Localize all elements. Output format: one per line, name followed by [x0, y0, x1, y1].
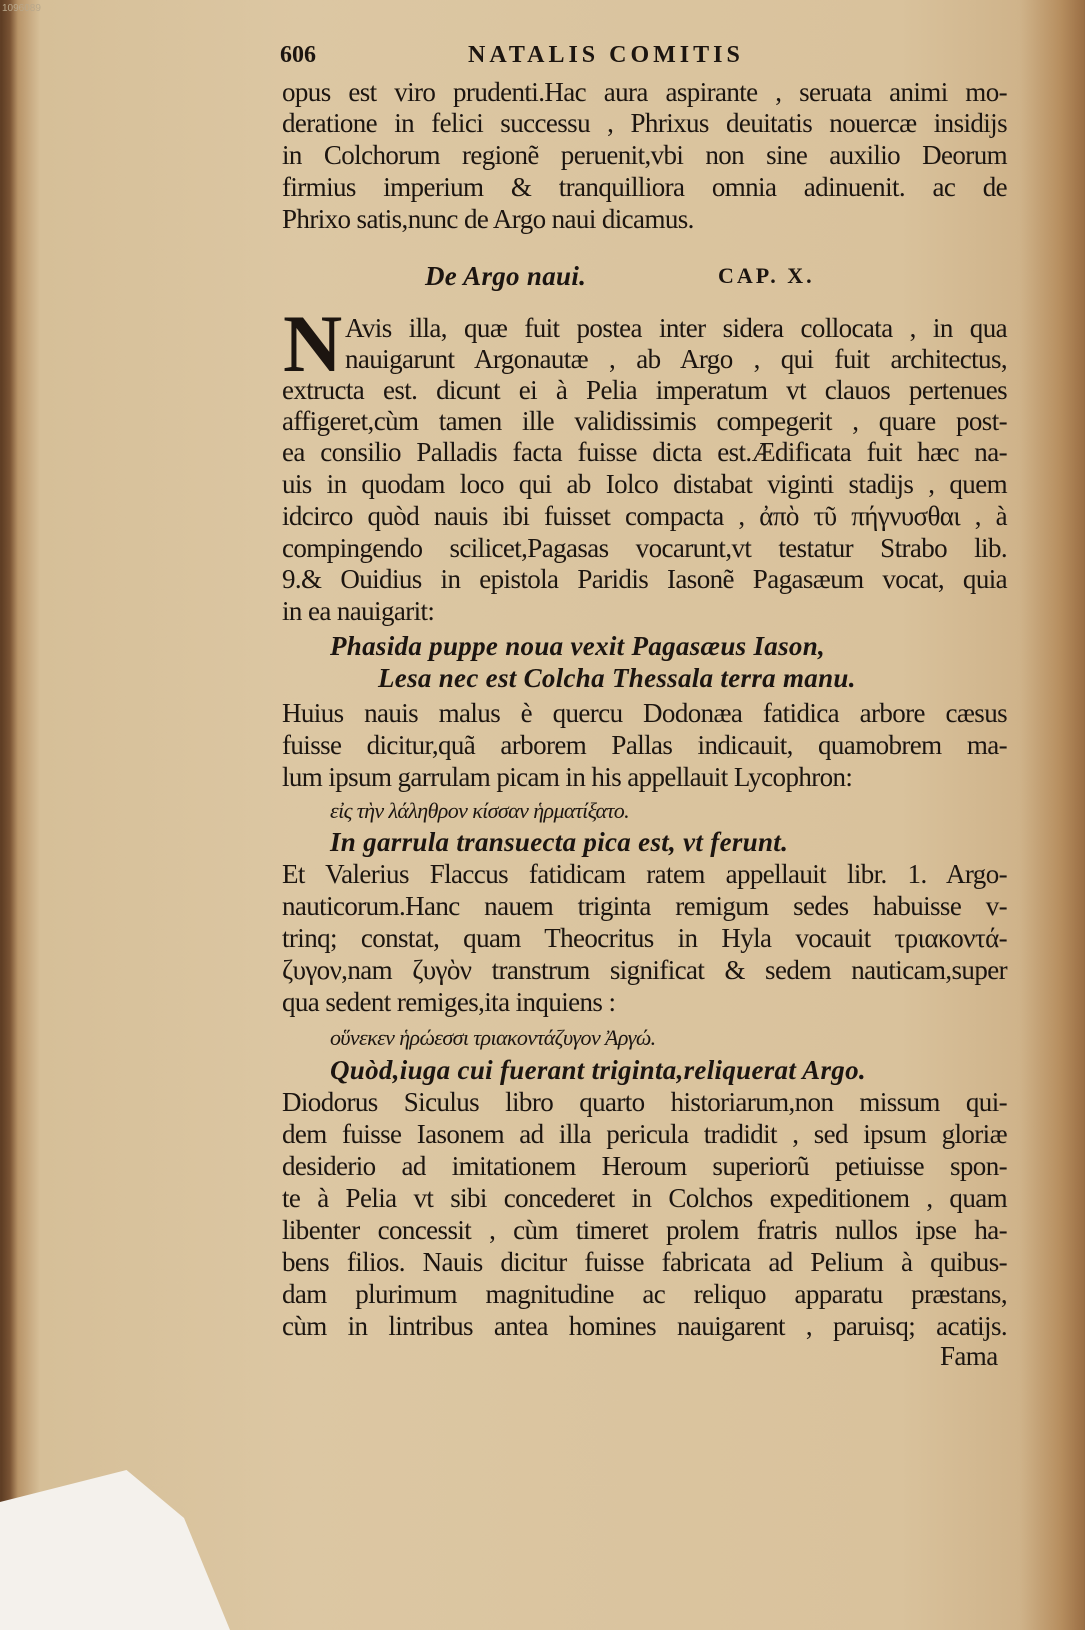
drop-cap: N [283, 298, 343, 389]
latin-translation: Quòd,iuga cui fuerant triginta,reliquerat Argo. [330, 1055, 866, 1085]
torn-page-corner [0, 1470, 230, 1630]
text-line: in Colchorum regionẽ peruenit,vbi non sine auxilio Deorum [282, 140, 1007, 170]
text-line: te à Pelia vt sibi concederet in Colchos expeditionem , quam [282, 1183, 1007, 1213]
text-line: compingendo scilicet,Pagasas vocarunt,vt testatur Strabo lib. [282, 533, 1007, 563]
text-line: libenter concessit , cùm timeret prolem fratris nullos ipse ha- [282, 1215, 1007, 1245]
text-line: cùm in lintribus antea homines nauigarent , paruisq; acatijs. [282, 1311, 1007, 1341]
greek-quote: οὕνεκεν ἡρώεσσι τριακοντάζυγον Ἀργώ. [330, 1025, 656, 1050]
text-line: in ea nauigarit: [282, 596, 435, 626]
text-line: desiderio ad imitationem Heroum superiorũ petiuisse spon- [282, 1151, 1007, 1181]
text-line: affigeret,cùm tamen ille validissimis compegerit , quare post- [282, 406, 1007, 436]
text-line: nauticorum.Hanc nauem triginta remigum sedes habuisse v- [282, 891, 1007, 921]
running-title: NATALIS COMITIS [468, 42, 744, 68]
text-line: ea consilio Palladis facta fuisse dicta est.Ædificata fuit hæc na- [282, 437, 1007, 467]
verse-line: Lesa nec est Colcha Thessala terra manu. [378, 663, 856, 693]
text-line: bens filios. Nauis dicitur fuisse fabricata ad Pelium à quibus- [282, 1247, 1007, 1277]
text-line: Et Valerius Flaccus fatidicam ratem appellauit libr. 1. Argo- [282, 859, 1007, 889]
latin-translation: In garrula transuecta pica est, vt ferunt. [330, 827, 789, 857]
text-line: dem fuisse Iasonem ad illa pericula tradidit , sed ipsum gloriæ [282, 1119, 1007, 1149]
text-line: extructa est. dicunt ei à Pelia imperatum vt clauos pertenues [282, 375, 1007, 405]
catchword: Fama [940, 1341, 998, 1371]
page-number: 606 [280, 42, 316, 68]
text-line: ζυγον,nam ζυγὸν transtrum significat & sedem nauticam,super [282, 955, 1007, 985]
text-line: dam plurimum magnitudine ac reliquo apparatu præstans, [282, 1279, 1007, 1309]
text-line: firmius imperium & tranquilliora omnia adinuenit. ac de [282, 172, 1007, 202]
scan-id: 1096089 [2, 3, 41, 14]
text-line: fuisse dicitur,quã arborem Pallas indicauit, quamobrem ma- [282, 730, 1007, 760]
chapter-title: De Argo naui. [425, 261, 587, 291]
text-line: nauigarunt Argonautæ , ab Argo , qui fuit architectus, [345, 344, 1007, 374]
verse-line: Phasida puppe noua vexit Pagasæus Iason, [330, 631, 826, 661]
text-line: idcirco quòd nauis ibi fuisset compacta , ἀπὸ τῦ πήγνυσθαι , à [282, 501, 1007, 531]
text-line: opus est viro prudenti.Hac aura aspirante , seruata animi mo- [282, 77, 1007, 107]
text-line: Huius nauis malus è quercu Dodonæa fatidica arbore cæsus [282, 698, 1007, 728]
text-line: Phrixo satis,nunc de Argo naui dicamus. [282, 204, 694, 234]
chapter-number: CAP. X. [718, 263, 815, 288]
text-line: lum ipsum garrulam picam in his appellauit Lycophron: [282, 762, 853, 792]
text-line: trinq; constat, quam Theocritus in Hyla vocauit τριακοντά- [282, 923, 1007, 953]
greek-quote: εἰς τὴν λάληθρον κίσσαν ἡρματίξατο. [330, 798, 630, 823]
text-line: qua sedent remiges,ita inquiens : [282, 987, 616, 1017]
text-line: uis in quodam loco qui ab Iolco distabat viginti stadijs , quem [282, 469, 1007, 499]
text-line: Avis illa, quæ fuit postea inter sidera collocata , in qua [345, 313, 1007, 343]
text-line: deratione in felici successu , Phrixus deuitatis nouercæ insidijs [282, 108, 1007, 138]
text-line: 9.& Ouidius in epistola Paridis Iasonẽ Pagasæum vocat, quia [282, 564, 1007, 594]
text-line: Diodorus Siculus libro quarto historiarum,non missum qui- [282, 1087, 1007, 1117]
